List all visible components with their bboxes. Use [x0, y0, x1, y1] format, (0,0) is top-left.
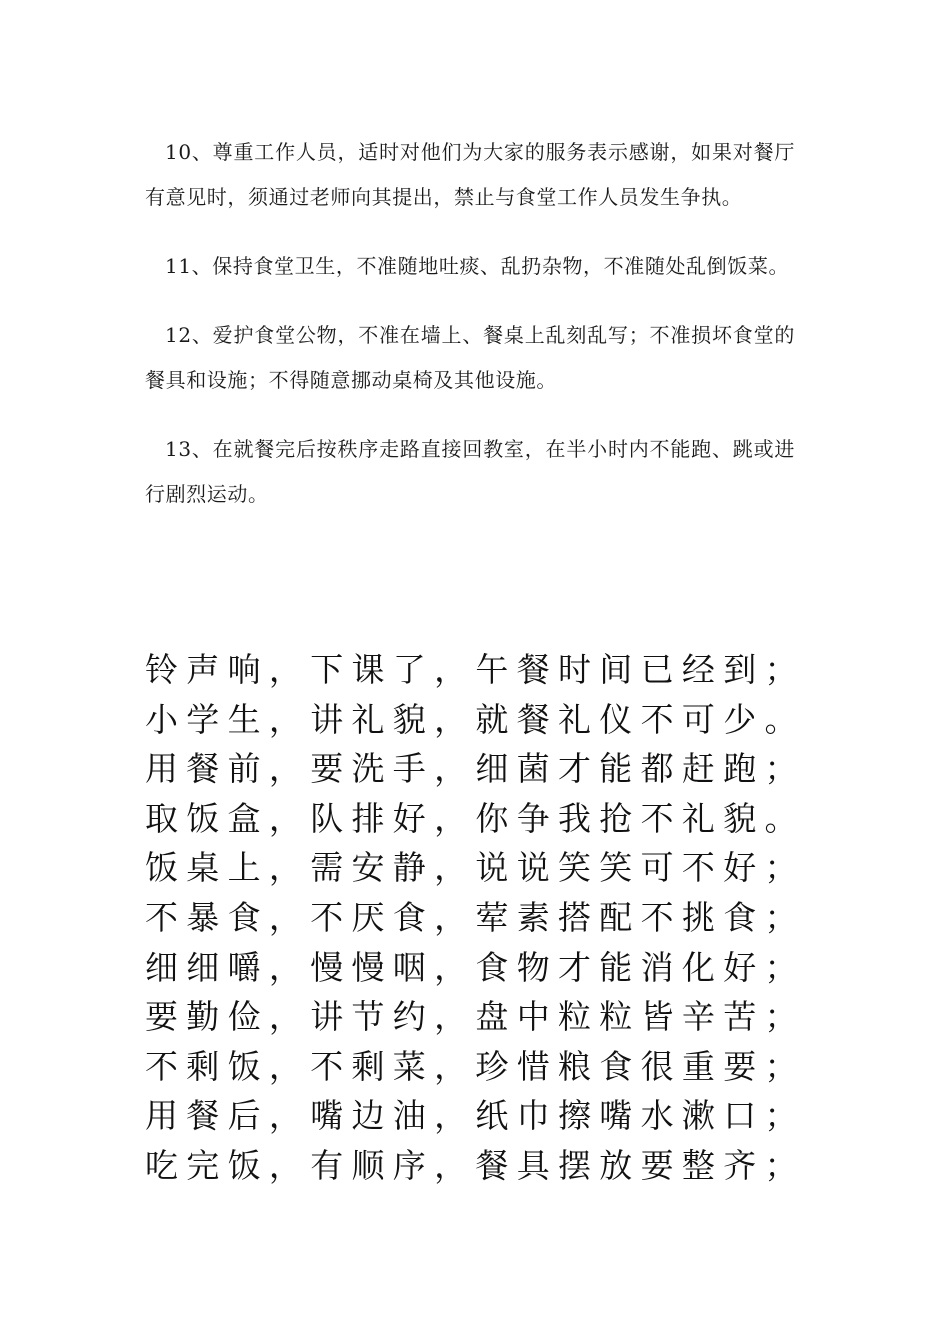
dining-etiquette-rhyme — [145, 645, 805, 1191]
rule-paragraph: 10、尊重工作人员，适时对他们为大家的服务表示感谢，如果对餐厅有意见时，须通过老师向其提出，禁止与食堂工作人员发生争执。 — [145, 140, 795, 209]
rhyme-line: 用餐后，嘴边油，纸巾擦嘴水漱口； — [145, 1096, 806, 1136]
rhyme-line: 小学生，讲礼貌，就餐礼仪不可少。 — [145, 699, 806, 739]
rhyme-line: 细细嚼，慢慢咽，食物才能消化好； — [145, 947, 806, 987]
rhyme-line: 取饭盒，队排好，你争我抢不礼貌。 — [145, 798, 806, 838]
rule-paragraph: 12、爱护食堂公物，不准在墙上、餐桌上乱刻乱写；不准损坏食堂的餐具和设施；不得随意挪动桌椅及其他设施。 — [145, 323, 795, 392]
rhyme-line: 吃完饭，有顺序，餐具摆放要整齐； — [145, 1145, 806, 1185]
rhyme-line: 不剩饭，不剩菜，珍惜粮食很重要； — [145, 1046, 806, 1086]
rule-paragraph: 11、保持食堂卫生，不准随地吐痰、乱扔杂物，不准随处乱倒饭菜。 — [165, 254, 790, 278]
rule-paragraph: 13、在就餐完后按秩序走路直接回教室，在半小时内不能跑、跳或进行剧烈运动。 — [145, 437, 795, 506]
rhyme-line: 饭桌上，需安静，说说笑笑可不好； — [145, 848, 806, 888]
rhyme-line: 不暴食，不厌食，荤素搭配不挑食； — [145, 897, 806, 937]
rhyme-line: 铃声响，下课了，午餐时间已经到； — [145, 650, 806, 689]
rhyme-line: 用餐前，要洗手，细菌才能都赶跑； — [145, 749, 806, 789]
dining-rules — [145, 130, 795, 541]
rhyme-line: 要勤俭，讲节约，盘中粒粒皆辛苦； — [145, 997, 806, 1037]
